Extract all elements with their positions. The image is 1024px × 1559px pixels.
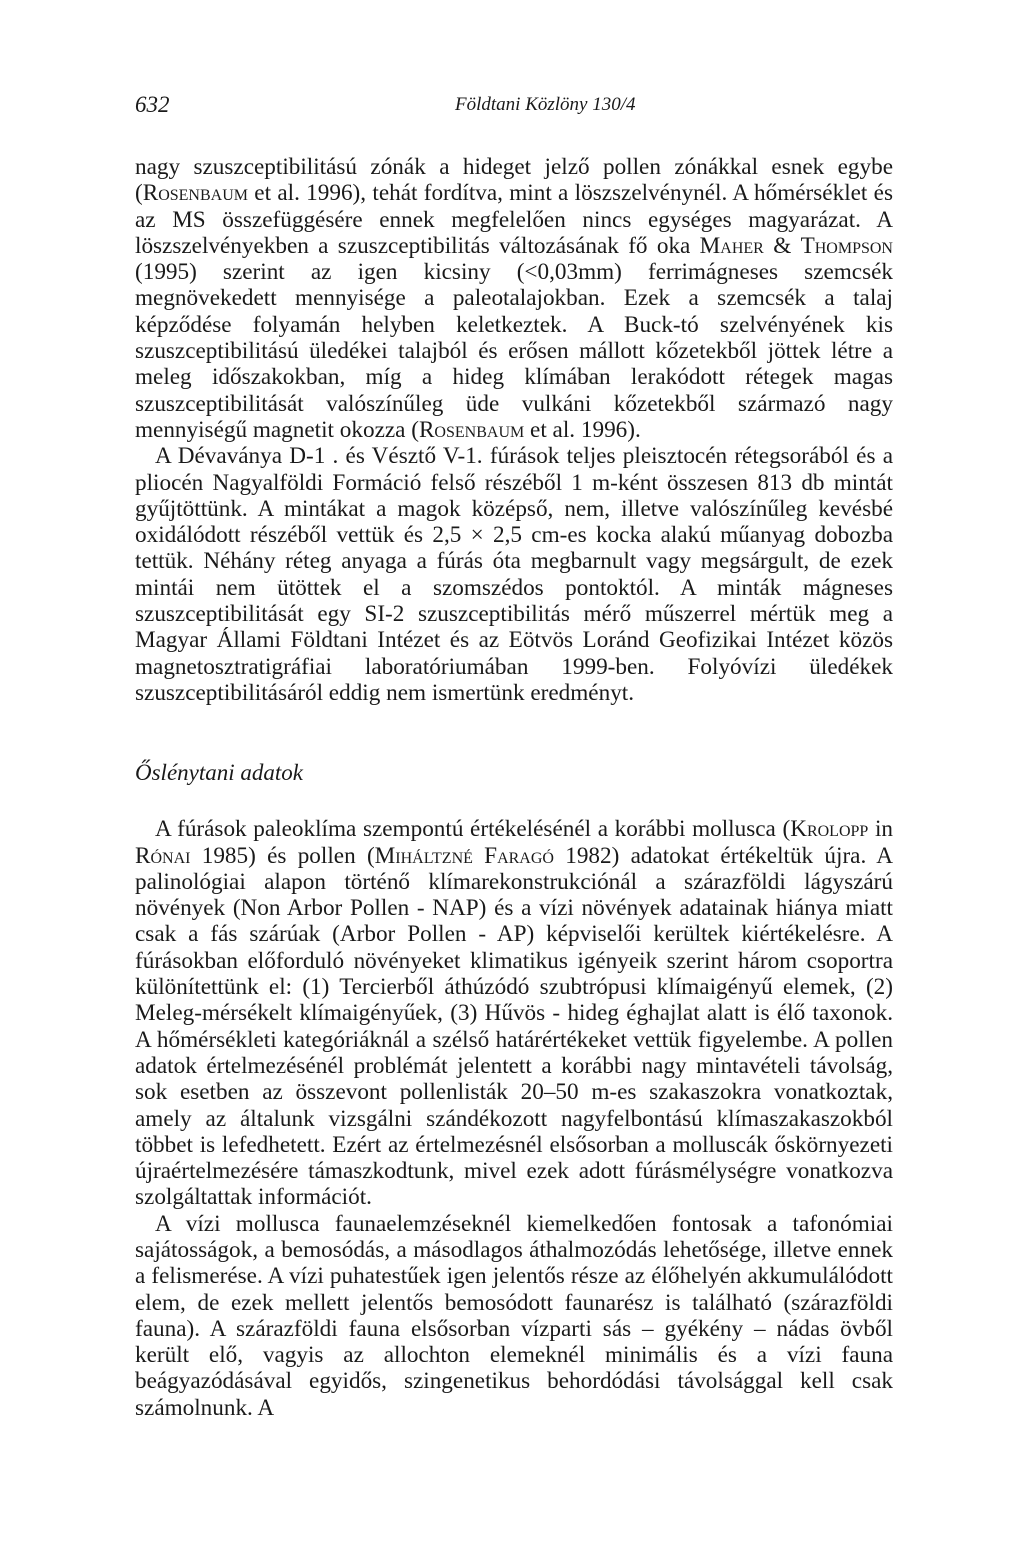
paragraph-1: nagy szuszceptibilitású zónák a hideget jelző pollen zónákkal esnek egybe (Rosenbaum et al. 1996), tehát fordítva, mint a löszszelvénynél. A hőmérséklet és az MS összefüggésére ennek megfelelően nincs egységes magyarázat. A löszszelvényekben a szuszceptibilitás változásának fő oka Maher & Thompson (1995) szerint az igen kicsiny (<0,03mm) ferrimágneses szemcsék megnövekedett mennyisége a paleotalajokban. Ezek a szemcsék a talaj képződése folyamán helyben keletkeztek. A Buck-tó szelvényének kis szuszceptibilitású üledékei talajból és erősen mállott kőzetekből jöttek létre a meleg időszakokban, míg a hideg klímában lerakódott rétegek magas szuszceptibilitását valószínűleg üde vulkáni kőzetekből származó nagy mennyiségű magnetit okozza (Rosenbaum et al. 1996). <box>135 154 893 443</box>
author-citation: Rónai <box>135 842 191 869</box>
article-body <box>135 154 893 1421</box>
page-number: 632 <box>135 92 170 117</box>
running-header <box>135 92 893 122</box>
paragraph-3: A fúrások paleoklíma szempontú értékelésénél a korábbi mollusca (Krolopp in Rónai 1985) és pollen (Miháltzné Faragó 1982) adatokat értékeltük újra. A palinológiai alapon történő klímarekonstrukciónál a szárazföldi lágyszárú növények (Non Arbor Pollen - NAP) és a vízi növények adatainak hiánya miatt csak a fás szárúak (Arbor Pollen - AP) képviselői kerültek kiértékelésre. A fúrásokban előforduló növényeket klimatikus igényeik szerint három csoportra különítettünk el: (1) Tercierből áthúzódó szubtrópusi klímaigényű elemek, (2) Meleg-mérsékelt klímaigényűek, (3) Hűvös - hideg éghajlat alatt is élő taxonok. A hőmérsékleti kategóriáknál a szélső határértékeket vettük figyelembe. A pollen adatok értelmezésénél problémát jelentett a korábbi nagy mintavételi távolság, sok esetben az összevont pollenlisták 20–50 m-es szakaszokra vonatkoztak, amely az általunk vizsgálni szándékozott nagyfelbontású klímaszakaszokból többet is lefedhetett. Ezért az értelmezésnél elsősorban a molluscák őskörnyezeti újraértelmezésére támaszkodtunk, mivel ezek adott fúrásmélységre vonatkozva szolgáltattak információt. <box>135 816 893 1211</box>
section-title: Őslénytani adatok <box>135 760 303 786</box>
page <box>135 92 893 1421</box>
author-citation: Rosenbaum <box>418 416 525 443</box>
author-citation: Miháltzné Faragó <box>374 842 554 869</box>
author-citation: Krolopp <box>790 816 869 843</box>
author-citation: Thompson <box>800 232 893 259</box>
paragraph-4: A vízi mollusca faunaelemzéseknél kiemelkedően fontosak a tafonómiai sajátosságok, a bemosódás, a másodlagos áthalmozódás lehetősége, illetve ennek a felismerése. A vízi puhatestűek igen jelentős része az élőhelyén akkumulálódott elem, de ezek mellett jelentős bemosódott faunarész is található (szárazföldi fauna). A szárazföldi fauna elsősorban vízparti sás – gyékény – nádas övből került elő, vagyis az allochton elemeknél minimális és a vízi fauna beágyazódásával egyidős, szingenetikus behordódási távolsággal kell csak számolnunk. A <box>135 1210 893 1421</box>
author-citation: Rosenbaum <box>142 180 248 207</box>
journal-title: Földtani Közlöny 130/4 <box>455 94 636 115</box>
author-citation: Maher <box>699 232 764 259</box>
paragraph-2: A Dévaványa D-1 . és Vésztő V-1. fúrások teljes pleisztocén rétegsorából és a pliocén Nagyalföldi Formáció felső részéből 1 m-ként összesen 813 db mintát gyűjtöttünk. A mintákat a magok középső, nem, illetve valószínűleg kevésbé oxidálódott részéből vettük és 2,5 × 2,5 cm-es kocka alakú műanyag dobozba tettük. Néhány réteg anyaga a fúrás óta megbarnult vagy megsárgult, de ezek mintái nem ütöttek el a szomszédos pontoktól. A minták mágneses szuszceptibilitását egy SI-2 szuszceptibilitás mérő műszerrel mértük meg a Magyar Állami Földtani Intézet és az Eötvös Loránd Geofizikai Intézet közös magnetosztratigráfiai laboratóriumában 1999-ben. Folyóvízi üledékek szuszceptibilitásáról eddig nem ismertünk eredményt. <box>135 443 893 706</box>
